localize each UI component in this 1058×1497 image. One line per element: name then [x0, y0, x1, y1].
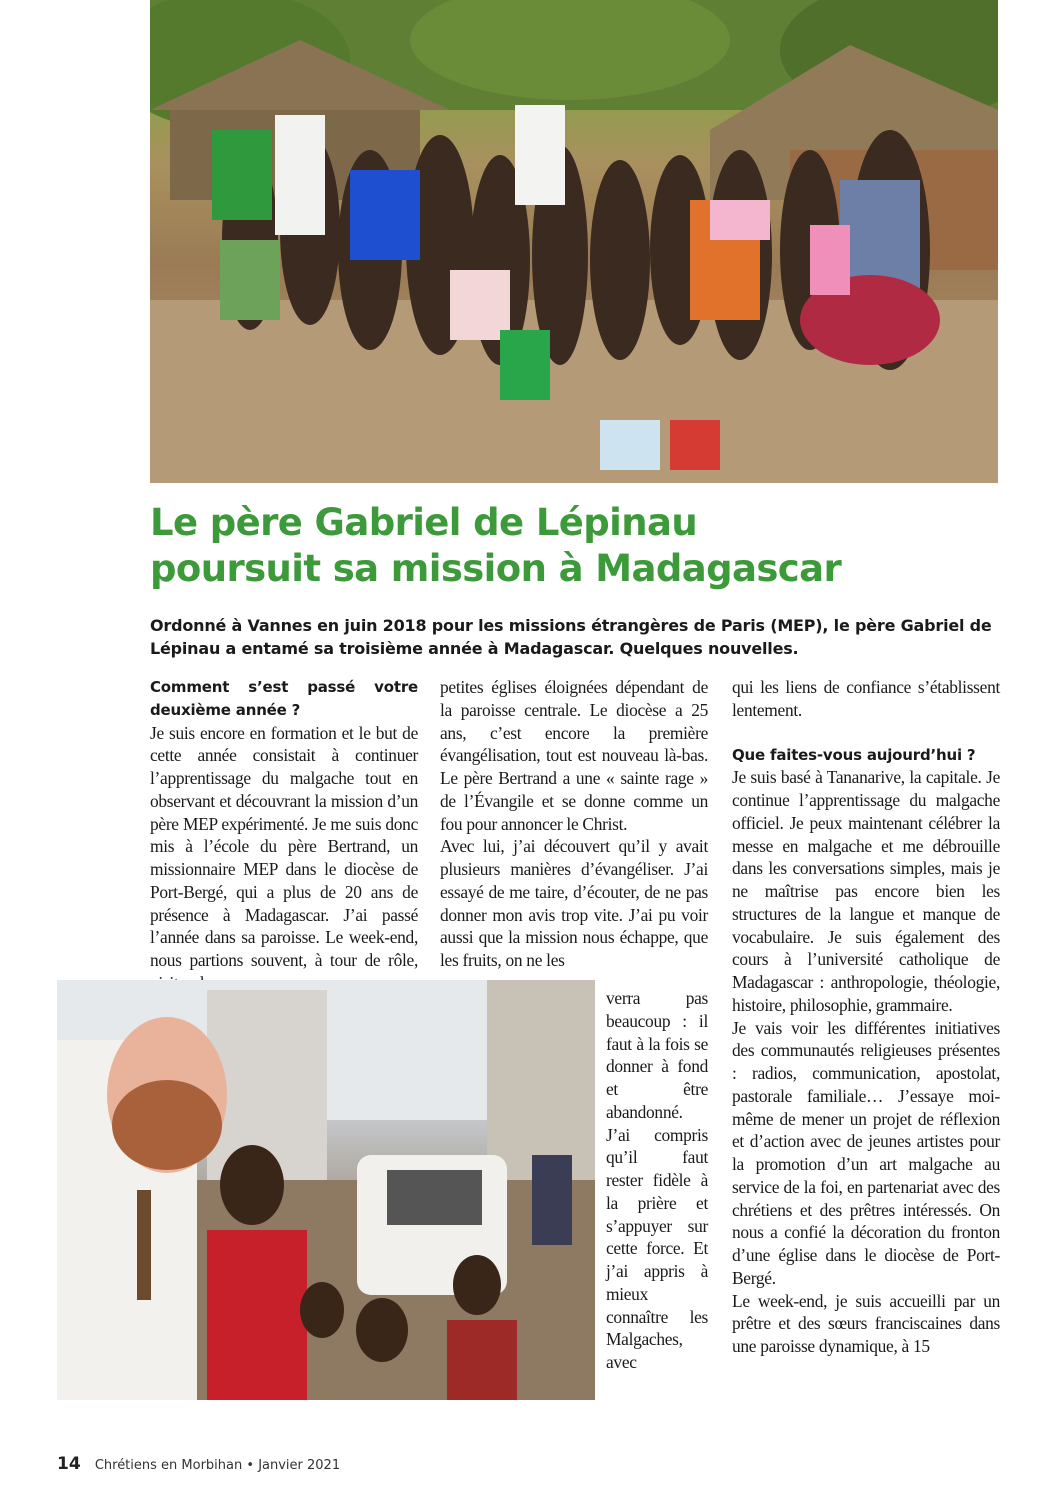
article-lede: Ordonné à Vannes en juin 2018 pour les missions étrangères de Paris (MEP), le père Gabriel de Lépinau a entamé sa troisième année à Madagascar. Quelques nouvelles. [150, 616, 992, 658]
col2-narrow-paragraph: verra pas beaucoup : il faut à la fois se donner à fond et être abandonné. J’ai compris qu’il faut rester fidèle à la prière et s’appuyer sur cette force. Et j’ai appris à mieux connaître les Malgaches, avec [606, 988, 708, 1372]
column-2 [440, 676, 708, 972]
bottom-photo-street-selfie [57, 980, 595, 1400]
col3-paragraph-0: qui les liens de confiance s’établissent lentement. [732, 677, 1000, 720]
footer-separator: • [246, 1458, 255, 1473]
col2-paragraph-2: Avec lui, j’ai découvert qu’il y avait plusieurs manières d’évangéliser. J’ai essayé de me taire, d’écouter, de ne pas donner mon avis trop vite. J’ai pu voir aussi que la mission nous échappe, que les fruits, on ne les [440, 836, 708, 970]
column-2-narrow [606, 987, 708, 1374]
column-3 [732, 676, 1000, 1358]
question-1: Comment s’est passé votre deuxième année ? [150, 678, 418, 719]
title-line-1: Le père Gabriel de Lépinau [150, 501, 698, 544]
page-footer [57, 1454, 340, 1474]
col2-paragraph-1: petites églises éloignées dépendant de la paroisse centrale. Le diocèse a 25 ans, c’est encore la première évangélisation, tout est nouveau là-bas. Le père Bertrand a une « sainte rage » de l’Évangile et se donne comme un fou pour annoncer le Christ. [440, 677, 708, 834]
col1-paragraph: Je suis encore en formation et le but de cette année consistait à continuer l’apprentissage du malgache tout en observant et découvrant la mission d’un père MEP expérimenté. Je me suis donc mis à l’école du père Bertrand, un missionnaire MEP dans le diocèse de Port-Bergé, qui a plus de 20 ans de présence à Madagascar. J’ai passé l’année dans sa paroisse. Le week-end, nous partions souvent, à tour de rôle, [150, 722, 418, 970]
title-line-2: poursuit sa mission à Madagascar [150, 547, 842, 590]
question-2: Que faites-vous aujourd’hui ? [732, 745, 976, 764]
article-title [150, 500, 1010, 592]
col3-paragraph-1: Je suis basé à Tananarive, la capitale. Je continue l’apprentissage du malgache officiel. Je peux maintenant célébrer la messe en malgache et me débrouille dans les conversations simples, mais je ne maîtrise pas encore bien les structures de la langue et manque de vocabulaire. Je suis également des cours à l’université catholique de Madagascar : anthropologie, théologie, histoire, philosophie, grammaire. [732, 767, 1000, 1015]
top-photo-village-group [150, 0, 998, 483]
page-number: 14 [57, 1454, 81, 1474]
col3-paragraph-3: Le week-end, je suis accueilli par un prêtre et des sœurs franciscaines dans une paroisse dynamique, à 15 [732, 1290, 1000, 1356]
publication-name: Chrétiens en Morbihan [94, 1458, 243, 1473]
column-1 [150, 676, 418, 995]
issue-date: Janvier 2021 [258, 1458, 341, 1473]
col3-paragraph-2: Je vais voir les différentes initiatives des communautés religieuses présentes : radios, communication, apostolat, pastorale familiale… J’essaye moi-même de mener un projet de réflexion et d’action avec de jeunes artistes pour la promotion d’un art malgache au service de la foi, en partenariat avec des chrétiens et des prêtres intéressés. On nous a confié la décoration du fronton d’une église dans le diocèse de Port-Bergé. [732, 1017, 1000, 1288]
